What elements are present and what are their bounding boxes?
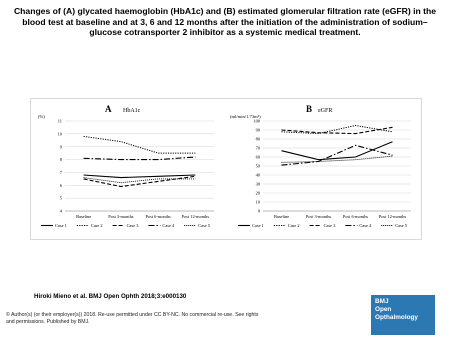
legend-label: Case 3 <box>126 223 139 228</box>
legend-label: Case 1 <box>55 223 67 228</box>
copyright-notice: © Author(s) (or their employer(s)) 2018. Re-use permitted under CC BY-NC. No commercial re-use. See rights and permissions. Published by BMJ. <box>6 312 259 325</box>
x-tick-label: Post 12-months <box>378 214 407 219</box>
y-tick-label: 100 <box>253 118 260 124</box>
chart-panel-a <box>38 104 214 228</box>
x-tick-label: Post 3-months <box>305 214 332 219</box>
series-line-case-4 <box>84 157 196 160</box>
panel-letter: B <box>306 104 313 114</box>
legend-label: Case 3 <box>323 223 336 228</box>
x-tick-label: Baseline <box>273 214 290 219</box>
legend-label: Case 5 <box>395 223 408 228</box>
y-tick-label: 10 <box>255 199 260 205</box>
y-tick-label: 0 <box>257 208 260 214</box>
charts-svg <box>31 99 421 239</box>
chart-title: eGFR <box>318 108 333 114</box>
logo-line-3: Opthalmology <box>375 314 418 321</box>
series-line-case-3 <box>282 127 393 133</box>
x-tick-label: Post 6-months <box>342 214 369 219</box>
figure-panel <box>30 98 422 240</box>
y-axis-label: (%) <box>38 114 45 119</box>
y-tick-label: 50 <box>255 163 260 169</box>
x-tick-label: Baseline <box>76 214 92 219</box>
bmj-open-ophthalmology-logo[interactable] <box>371 295 435 335</box>
legend-label: Case 2 <box>287 223 300 228</box>
chart-panel-b <box>230 104 411 228</box>
y-tick-label: 40 <box>255 172 260 178</box>
y-tick-label: 8 <box>59 157 62 163</box>
y-tick-label: 9 <box>59 144 62 150</box>
y-tick-label: 4 <box>59 208 62 214</box>
legend-label: Case 4 <box>162 223 175 228</box>
y-tick-label: 70 <box>255 145 260 151</box>
legend-label: Case 1 <box>252 223 264 228</box>
logo-line-1: BMJ <box>375 298 389 305</box>
x-tick-label: Post 12-months <box>181 214 210 219</box>
series-line-case-2 <box>282 126 393 134</box>
y-tick-label: 11 <box>57 118 62 124</box>
y-tick-label: 10 <box>57 131 62 137</box>
citation: Hiroki Mieno et al. BMJ Open Ophth 2018;3:e000130 <box>34 293 187 300</box>
legend-label: Case 2 <box>90 223 103 228</box>
x-tick-label: Post 6-months <box>145 214 171 219</box>
y-tick-label: 60 <box>255 154 260 160</box>
series-line-case-2 <box>84 136 196 153</box>
chart-title: HbA1c <box>123 108 141 114</box>
x-tick-label: Post 3-months <box>108 214 134 219</box>
legend-label: Case 5 <box>198 223 211 228</box>
y-tick-label: 90 <box>255 127 260 133</box>
panel-letter: A <box>105 104 112 114</box>
logo-line-2: Open <box>375 306 392 313</box>
series-line-case-1 <box>84 175 196 178</box>
y-axis-label: (ml/min/1.73m²) <box>230 114 261 119</box>
y-tick-label: 20 <box>255 190 260 196</box>
figure-title: Changes of (A) glycated haemoglobin (HbA1c) and (B) estimated glomerular filtration rate (eGFR) in the blood test at baseline and at 3, 6 and 12 months after the initiation of the administration of sodium–glucose cotransporter 2 inhibitor as a systemic medical treatment. <box>13 6 437 38</box>
y-tick-label: 5 <box>59 195 62 201</box>
y-tick-label: 7 <box>59 170 62 176</box>
y-tick-label: 6 <box>59 182 62 188</box>
y-tick-label: 30 <box>255 181 260 187</box>
legend-label: Case 4 <box>359 223 372 228</box>
y-tick-label: 80 <box>255 136 260 142</box>
